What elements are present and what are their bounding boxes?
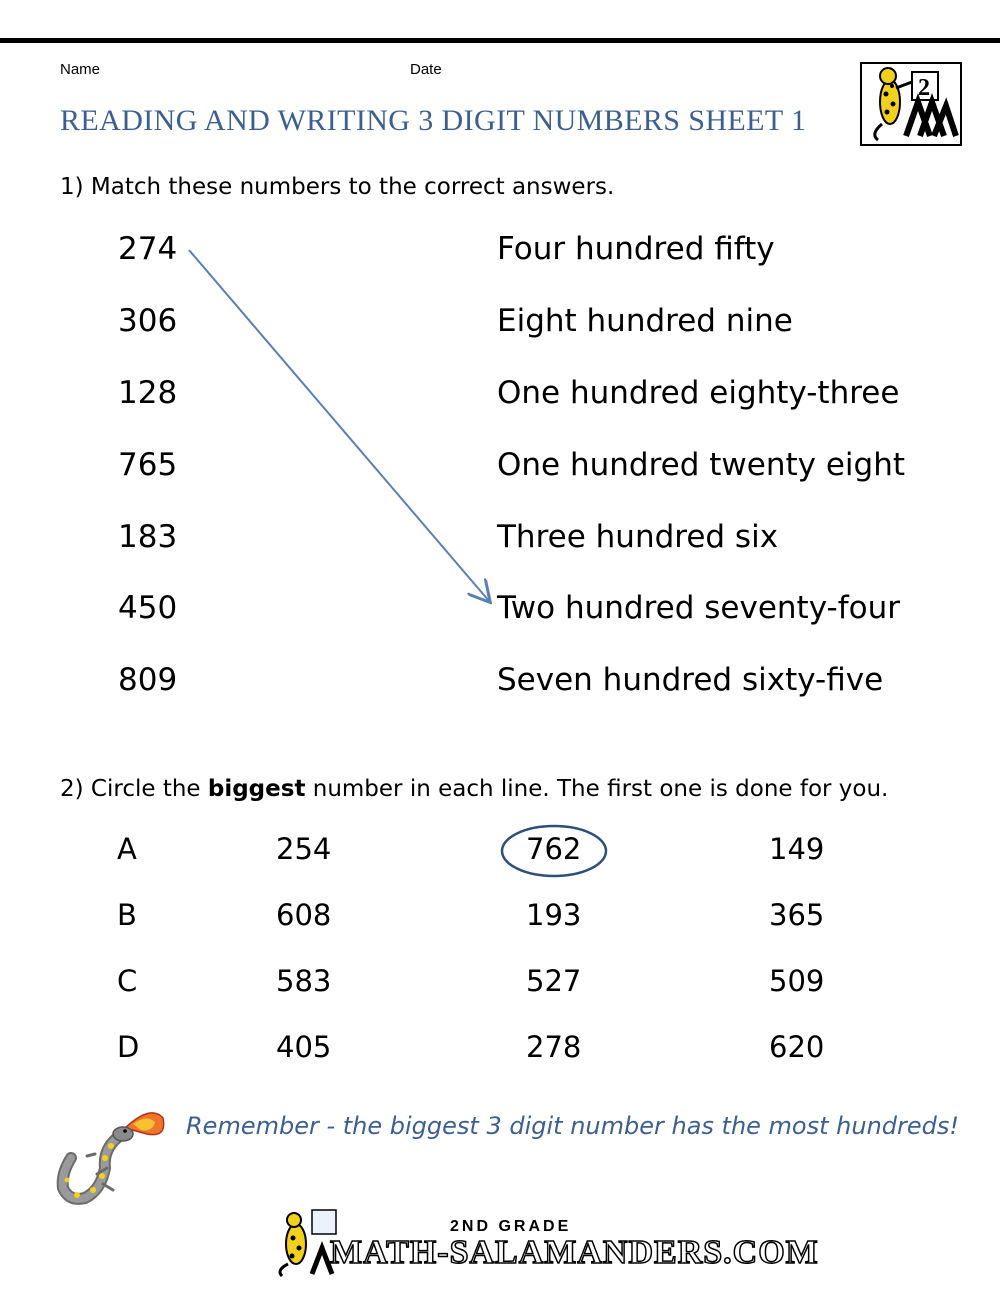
date-label: Date [410, 61, 442, 78]
q1-number: 809 [118, 662, 178, 698]
q1-number: 183 [118, 519, 178, 555]
row-label: B [117, 898, 137, 932]
row-label: A [117, 832, 137, 866]
row-value: 149 [769, 832, 825, 866]
row-value: 254 [276, 832, 332, 866]
row-value: 509 [769, 964, 825, 998]
row-value: 193 [526, 898, 582, 932]
row-value: 365 [769, 898, 825, 932]
name-label: Name [60, 61, 101, 78]
answer-circle [502, 826, 606, 876]
q2-instruction-pre: 2) Circle the [60, 776, 208, 802]
q1-number: 128 [118, 375, 178, 411]
row-value: 527 [526, 964, 582, 998]
logo-digit: 2 [918, 75, 930, 101]
row-label: C [117, 964, 138, 998]
q1-answer: Seven hundred sixty-five [497, 662, 884, 698]
q1-number: 450 [118, 590, 178, 626]
q1-answer: Four hundred fifty [497, 231, 775, 267]
q1-answer: Eight hundred nine [497, 303, 793, 339]
row-value: 620 [769, 1030, 825, 1064]
footer-grade: 2ND GRADE [450, 1218, 572, 1235]
salamander-mascot-icon [55, 1098, 175, 1218]
q1-instruction: 1) Match these numbers to the correct answers. [60, 174, 615, 200]
q1-number: 306 [118, 303, 178, 339]
q1-answer: One hundred eighty-three [497, 375, 900, 411]
row-value: 405 [276, 1030, 332, 1064]
q2-instruction-bold: biggest [207, 776, 306, 802]
match-arrow [189, 250, 489, 601]
row-value-circled: 762 [526, 832, 582, 866]
row-value: 608 [276, 898, 332, 932]
row-value: 278 [526, 1030, 582, 1064]
q1-number: 274 [118, 231, 178, 267]
page-title: READING AND WRITING 3 DIGIT NUMBERS SHEET 1 [60, 104, 807, 137]
row-label: D [117, 1030, 140, 1064]
q1-answer: One hundred twenty eight [497, 447, 906, 483]
row-value: 583 [276, 964, 332, 998]
q1-answer: Two hundred seventy-four [497, 590, 900, 626]
q2-instruction-post: number in each line. The first one is done for you. [305, 776, 889, 802]
q1-number: 765 [118, 447, 178, 483]
footer-site-link[interactable]: MATH-SALAMANDERS.COM [330, 1234, 819, 1271]
q1-answer: Three hundred six [497, 519, 779, 555]
reminder-text: Remember - the biggest 3 digit number has the most hundreds! [186, 1112, 960, 1140]
